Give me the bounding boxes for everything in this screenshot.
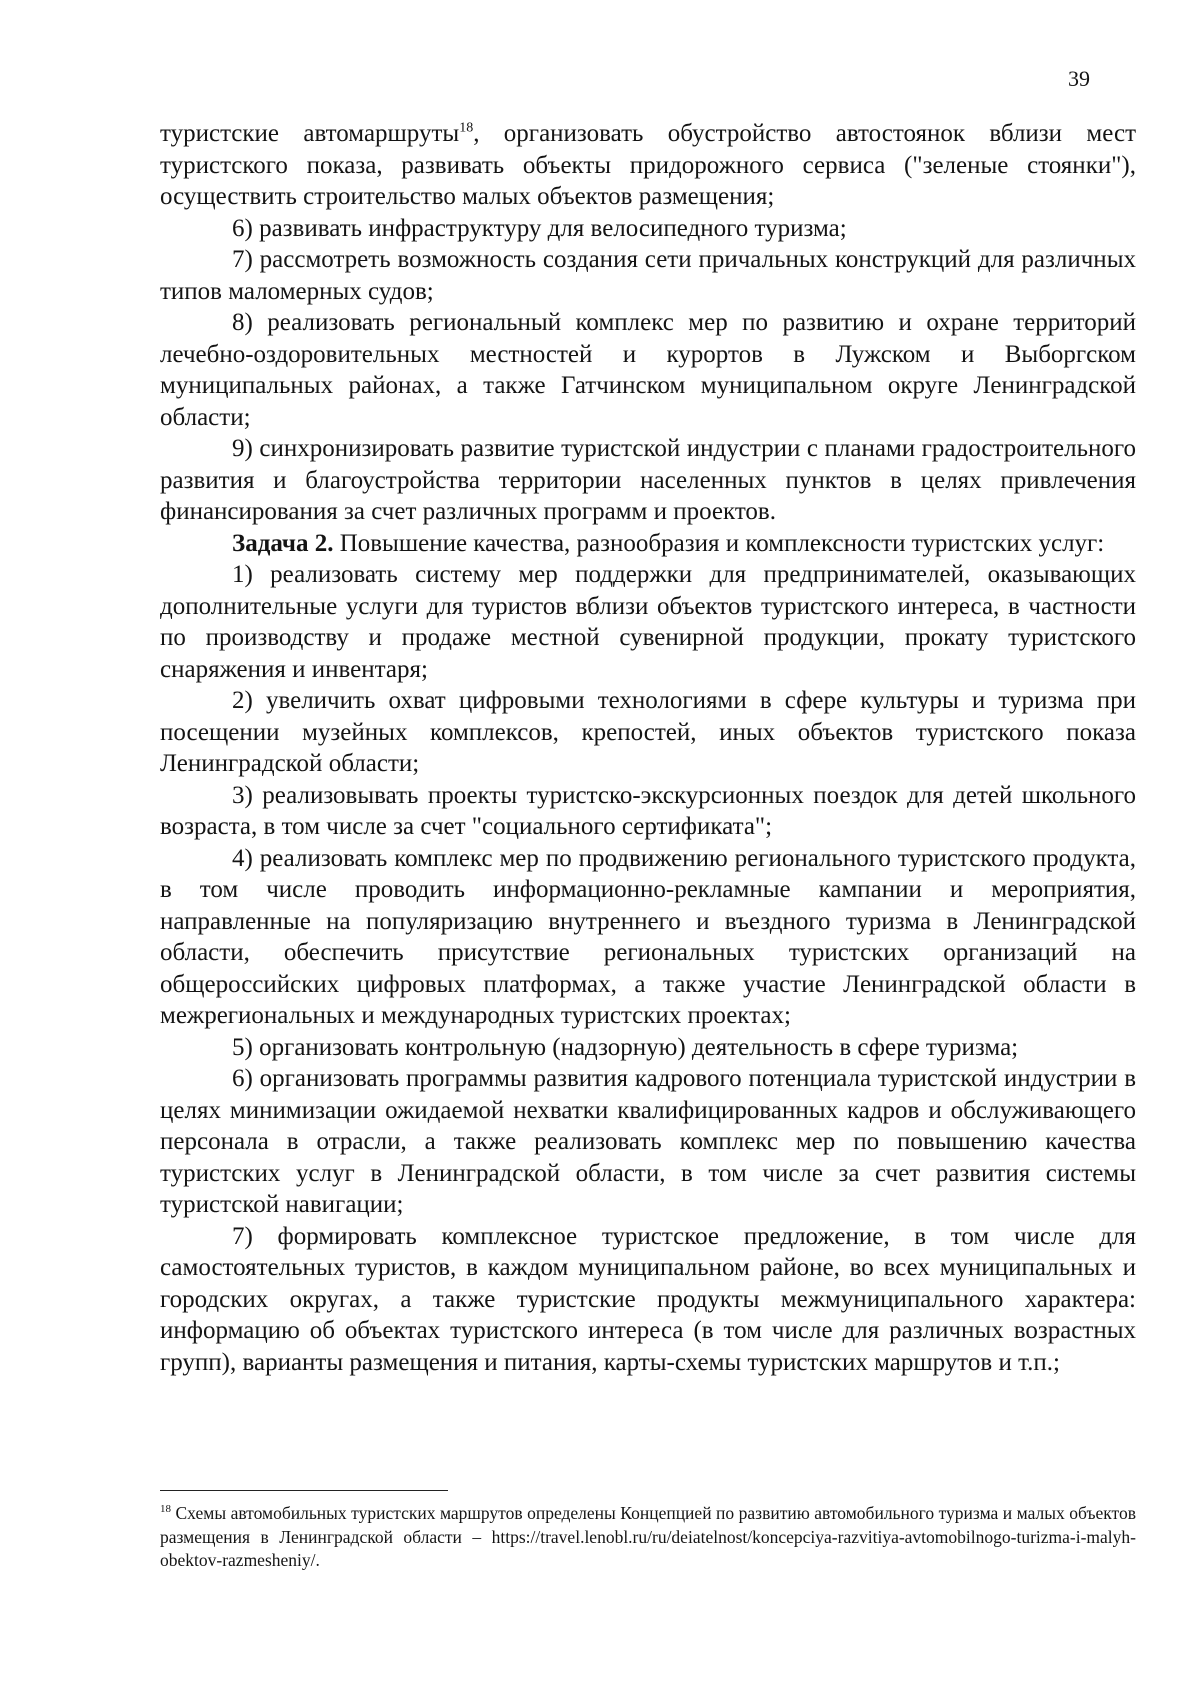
list-item: 2) увеличить охват цифровыми технологиями в сфере культуры и туризма при посещении музейных комплексов, крепостей, иных объектов туристского показа Ленинградской области;	[160, 687, 1136, 777]
list-item: 4) реализовать комплекс мер по продвижению регионального туристского продукта, в том числе проводить информационно-рекламные кампании и мероприятия, направленные на популяризацию внутреннего и въездного туризма в Ленинградской области, обеспечить присутствие региональных туристских организаций на общероссийских цифровых платформах, а также участие Ленинградской области в межрегиональных и международных туристских проектах;	[160, 844, 1136, 1029]
footnote-text: Схемы автомобильных туристских маршрутов определены Концепцией по развитию автомобильного туризма и малых объектов размещения в Ленинградской области – https://travel.lenobl.ru/ru/deiatelnost/koncepciya-razvitiya-avtomobilnogo-turizma-i-malyh-obektov-razmesheniy/.	[160, 1503, 1136, 1570]
paragraph-text: туристские автомаршруты	[160, 120, 460, 147]
paragraph-continuation	[160, 118, 1136, 213]
footnote-divider	[160, 1490, 448, 1491]
paragraph-text: , организовать обустройство автостоянок вблизи мест туристского показа, развивать объекты придорожного сервиса ("зеленые стоянки"), осуществить строительство малых объектов размещения;	[160, 120, 1136, 210]
task-heading	[160, 528, 1136, 560]
list-item: 5) организовать контрольную (надзорную) деятельность в сфере туризма;	[232, 1033, 1019, 1061]
list-item: 6) организовать программы развития кадрового потенциала туристской индустрии в целях минимизации ожидаемой нехватки квалифицированных кадров и обслуживающего персонала в отрасли, а также реализовать комплекс мер по повышению качества туристских услуг в Ленинградской области, в том числе за счет развития системы туристской навигации;	[160, 1065, 1136, 1218]
list-item: 6) развивать инфраструктуру для велосипедного туризма;	[232, 214, 847, 242]
footnote-mark: 18	[160, 1503, 171, 1516]
list-item: 3) реализовывать проекты туристско-экскурсионных поездок для детей школьного возраста, в том числе за счет "социального сертификата";	[160, 781, 1136, 840]
footnote-reference: 18	[459, 120, 474, 136]
task-text: Повышение качества, разнообразия и комплексности туристских услуг:	[333, 529, 1105, 557]
task-label: Задача 2.	[232, 529, 334, 557]
list-item: 9) синхронизировать развитие туристской индустрии с планами градостроительного развития и благоустройства территории населенных пунктов в целях привлечения финансирования за счет различных программ и проектов.	[160, 435, 1136, 525]
list-item: 7) формировать комплексное туристское предложение, в том числе для самостоятельных туристов, в каждом муниципальном районе, во всех муниципальных и городских округах, а также туристские продукты межмуниципального характера: информацию об объектах туристского интереса (в том числе для различных возрастных групп), варианты размещения и питания, карты-схемы туристских маршрутов и т.п.;	[160, 1222, 1136, 1376]
list-item: 1) реализовать систему мер поддержки для предпринимателей, оказывающих дополнительные услуги для туристов вблизи объектов туристского интереса, в частности по производству и продаже местной сувенирной продукции, прокату туристского снаряжения и инвентаря;	[160, 561, 1136, 683]
page-number: 39	[1068, 66, 1090, 91]
footnote	[160, 1502, 1136, 1573]
list-item: 7) рассмотреть возможность создания сети причальных конструкций для различных типов маломерных судов;	[160, 246, 1136, 305]
body-text	[160, 118, 1136, 1378]
list-item: 8) реализовать региональный комплекс мер по развитию и охране территорий лечебно-оздоровительных местностей и курортов в Лужском и Выборгском муниципальных районах, а также Гатчинском муниципальном округе Ленинградской области;	[160, 309, 1136, 431]
